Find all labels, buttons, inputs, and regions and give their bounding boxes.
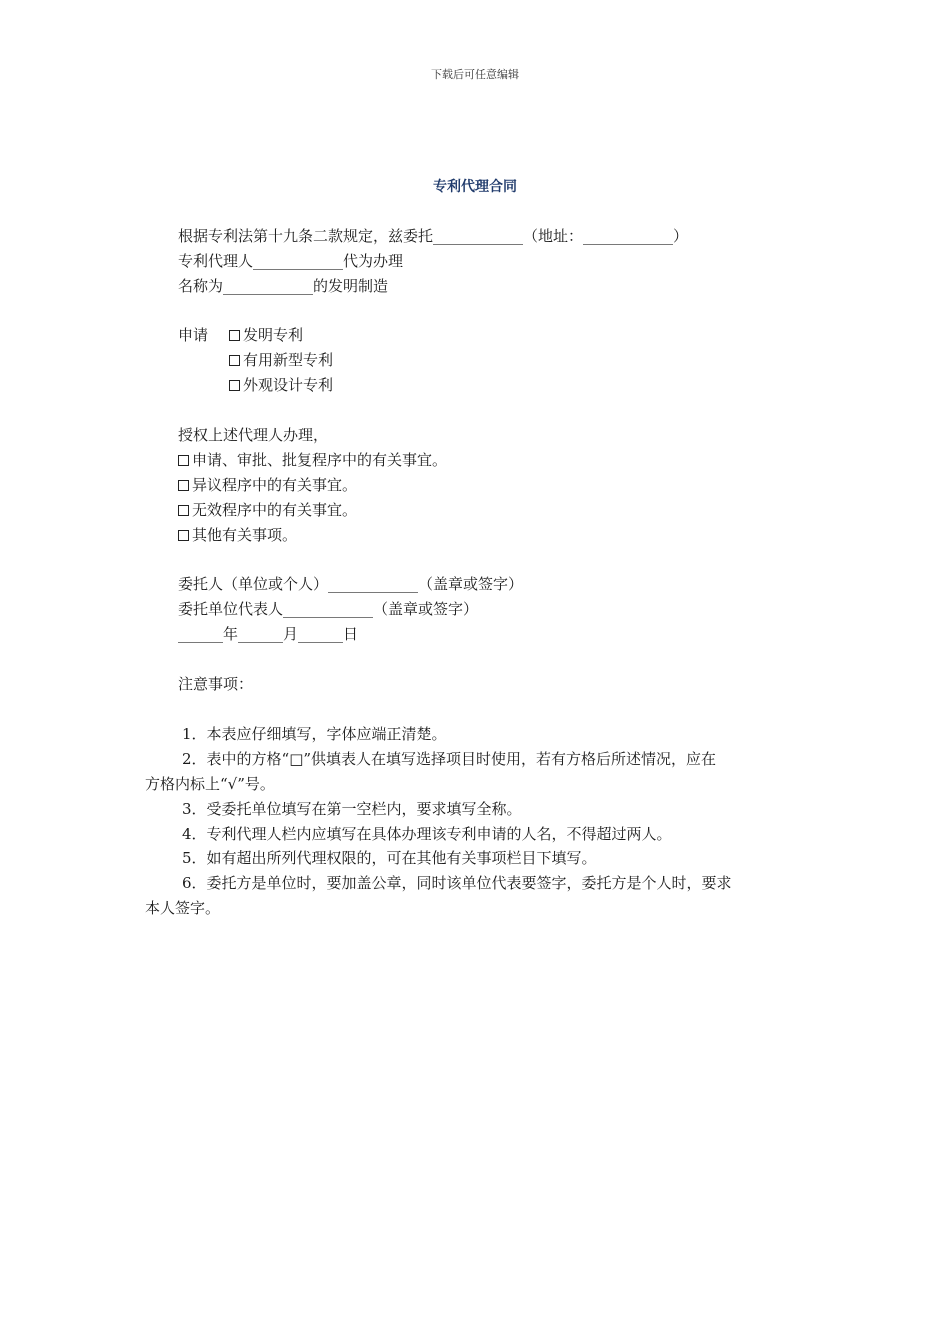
document-title: 专利代理合同 [433,179,517,195]
note-item: 1．本表应仔细填写，字体应端正清楚。 [182,725,447,743]
note-item: 6．委托方是单位时，要加盖公章，同时该单位代表要签字，委托方是个人时，要求 [182,874,732,892]
page-header: 下载后可任意编辑 [431,68,519,81]
signature-client: 委托人（单位或个人）____________（盖章或签字） [178,575,524,593]
apply-option-utility: 有用新型专利 [229,350,333,370]
note-item-continuation: 方格内标上“√”号。 [145,775,275,793]
note-item-continuation: 本人签字。 [145,899,221,917]
checkbox-icon [178,505,189,516]
notes-heading: 注意事项： [178,675,254,693]
note-item: 2．表中的方格“□”供填表人在填写选择项目时使用，若有方格后所述情况，应在 [182,750,717,768]
checkbox-icon [178,530,189,541]
signature-representative: 委托单位代表人____________（盖章或签字） [178,600,479,618]
note-item: 4．专利代理人栏内应填写在具体办理该专利申请的人名，不得超过两人。 [182,825,672,843]
checkbox-icon [229,330,240,341]
apply-option-invention: 发明专利 [229,325,303,345]
authorize-heading: 授权上述代理人办理， [178,426,329,444]
authorize-item: 其他有关事项。 [178,525,297,545]
note-item: 3．受委托单位填写在第一空栏内，要求填写全称。 [182,800,522,818]
authorize-item: 异议程序中的有关事宜。 [178,475,357,495]
authorize-item: 无效程序中的有关事宜。 [178,500,357,520]
signature-date: ______年______月______日 [178,625,359,643]
checkbox-icon [178,455,189,466]
intro-line-1: 根据专利法第十九条二款规定，兹委托____________（地址：____________） [178,227,689,245]
apply-label: 申请 [178,326,209,344]
checkbox-icon [229,380,240,391]
checkbox-icon [229,355,240,366]
authorize-item: 申请、审批、批复程序中的有关事宜。 [178,450,447,470]
note-item: 5．如有超出所列代理权限的，可在其他有关事项栏目下填写。 [182,849,597,867]
intro-line-2: 专利代理人____________代为办理 [178,252,404,270]
apply-option-design: 外观设计专利 [229,375,333,395]
checkbox-icon [178,480,189,491]
intro-line-3: 名称为____________的发明制造 [178,277,389,295]
